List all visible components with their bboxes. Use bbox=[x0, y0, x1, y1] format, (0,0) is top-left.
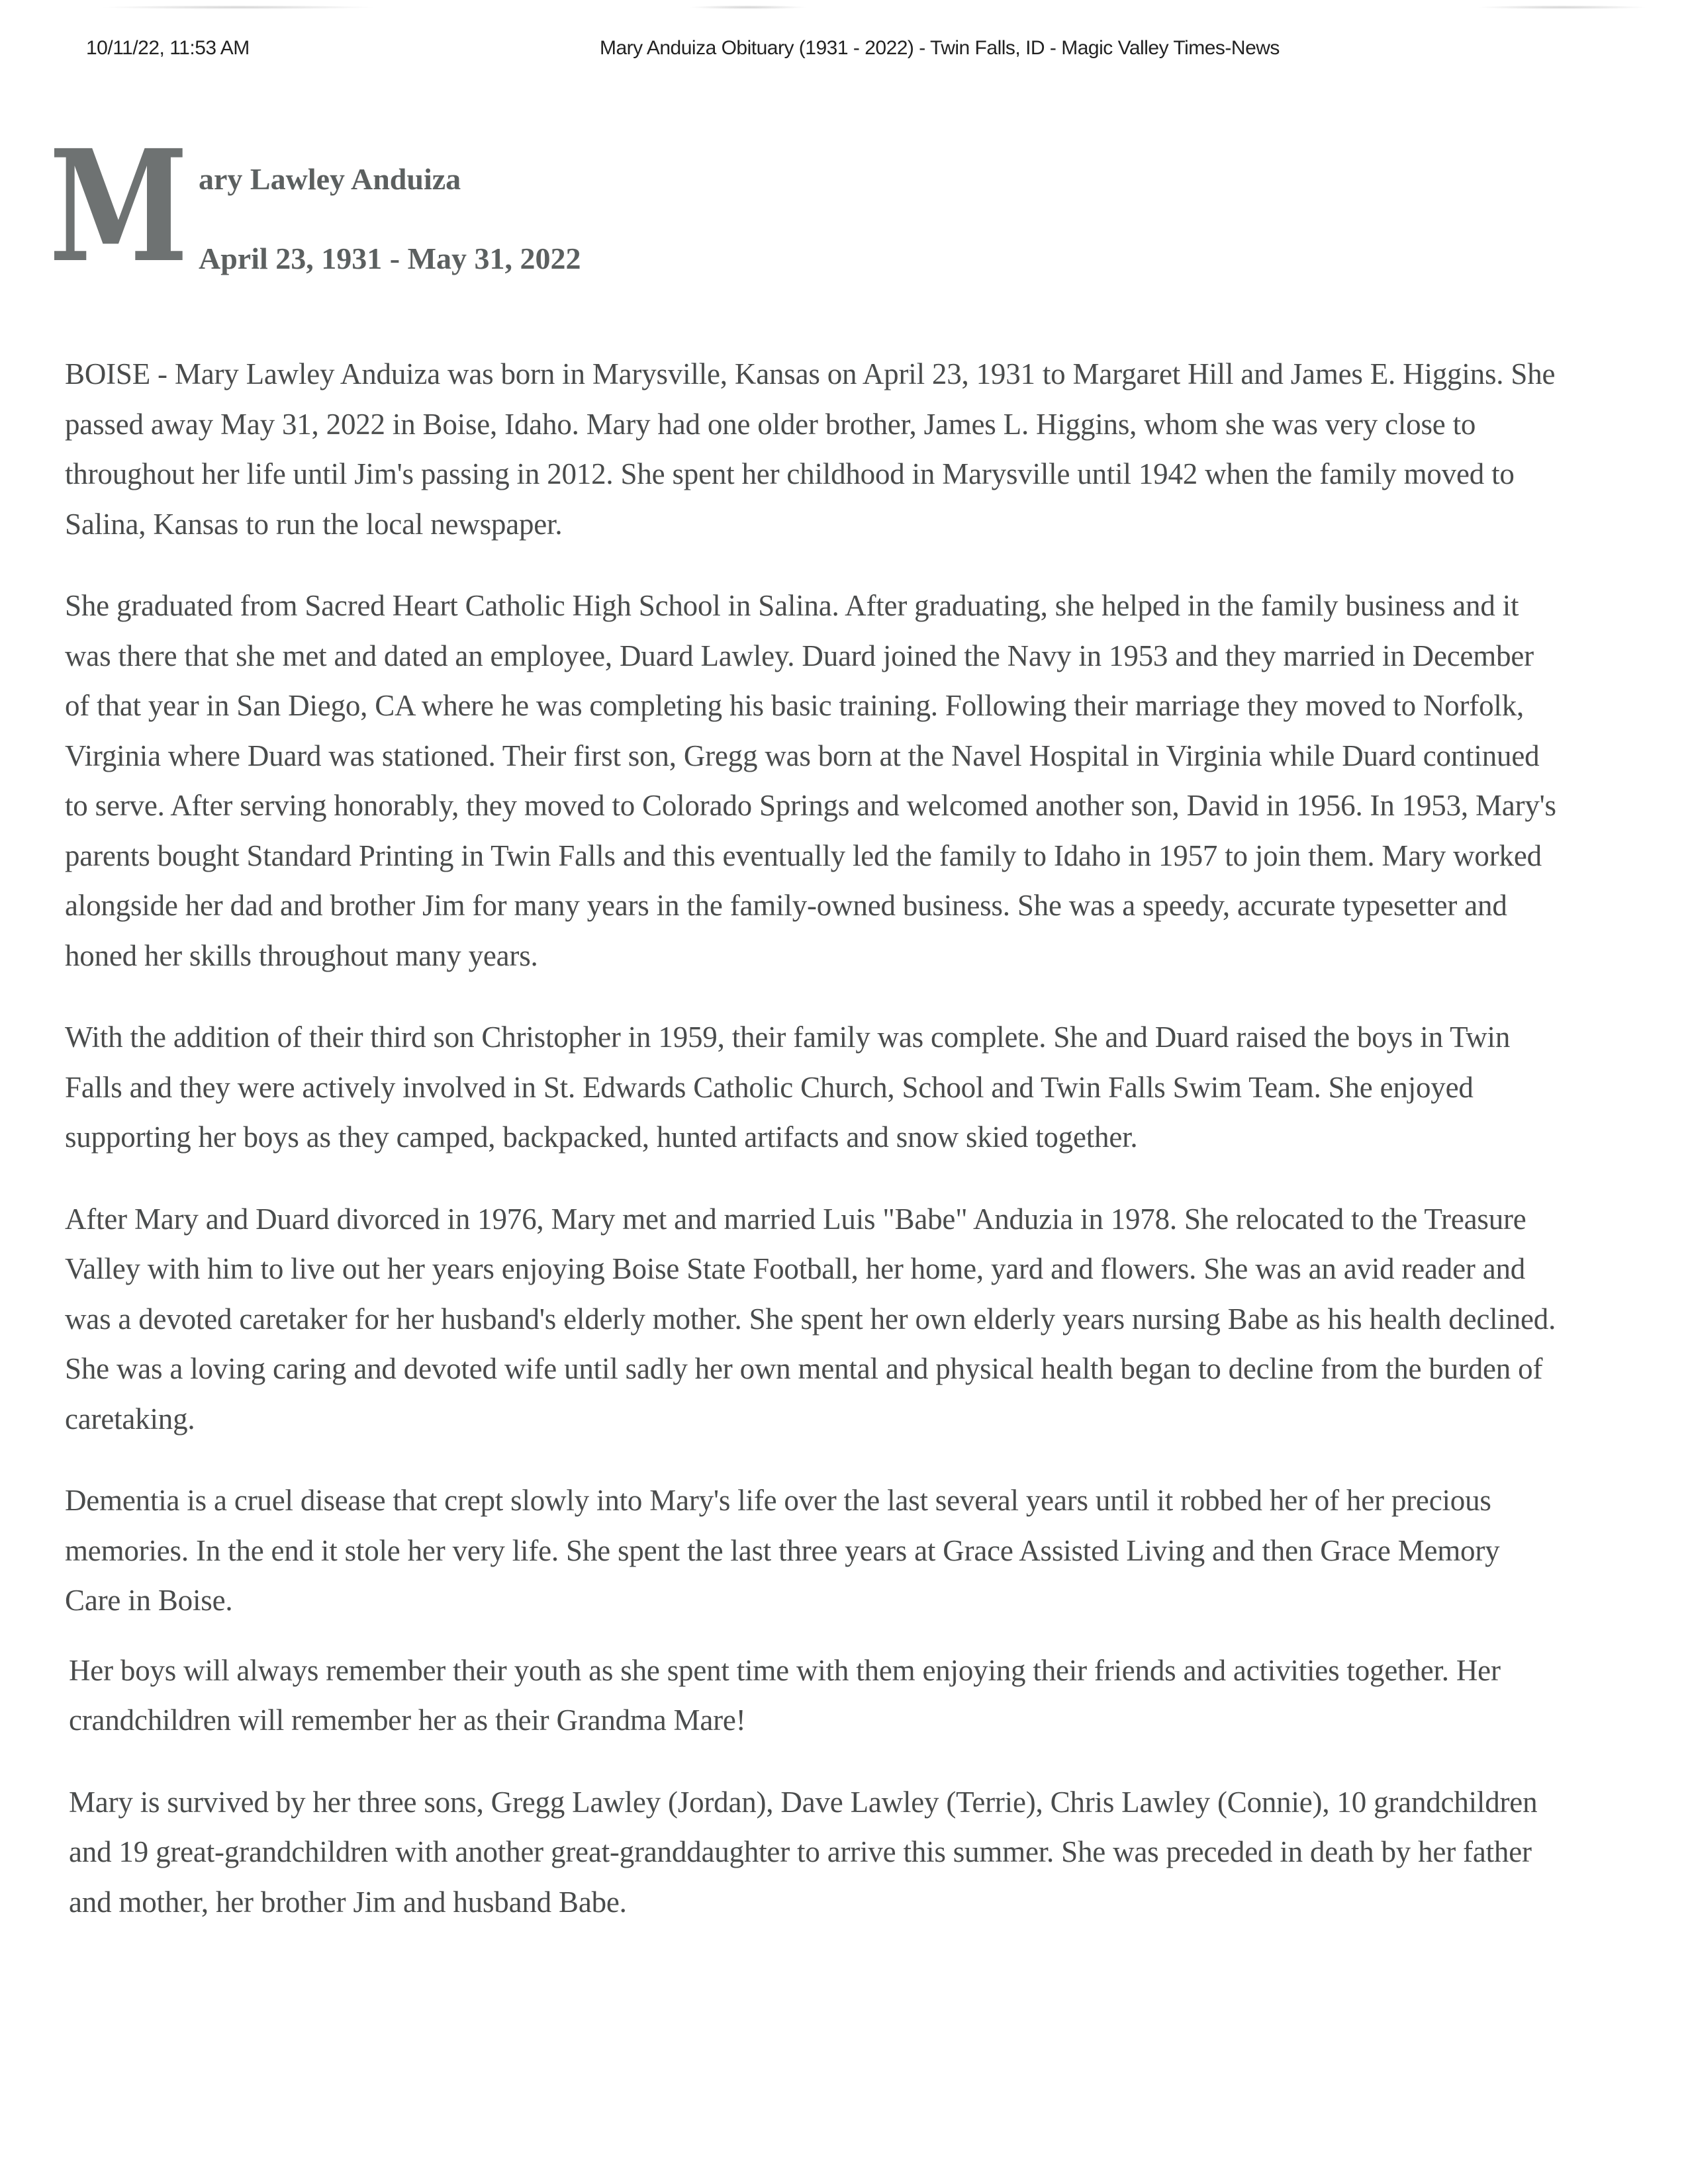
obituary-paragraph-survivors: Mary is survived by her three sons, Gregg Lawley (Jordan), Dave Lawley (Terrie), Chris Lawley (Connie), 10 grandchildren and 19 great-grandchildren with another great-granddaughter to arrive this summer. She was preceded in death by her father and mother, her brother Jim and husband Babe. bbox=[69, 1785, 1538, 1919]
print-header bbox=[0, 37, 1688, 64]
scan-edge-shadow-right bbox=[1476, 5, 1648, 9]
obituary-heading bbox=[49, 116, 843, 296]
obituary-paragraph-second-marriage: After Mary and Duard divorced in 1976, Mary met and married Luis "Babe" Anduzia in 1978. She relocated to the Treasure Valley with him to live out her years enjoying Boise State Football, her home, yard and flowers. She was an avid reader and was a devoted caretaker for her husband's elderly mother. She spent her own elderly years nursing Babe as his health declined. She was a loving caring and devoted wife until sadly her own mental and physical health began to decline from the burden of caretaking. bbox=[65, 1202, 1556, 1435]
print-timestamp: 10/11/22, 11:53 AM bbox=[86, 37, 250, 59]
drop-cap-letter: M bbox=[49, 116, 189, 296]
obituary-paragraph-third-son: With the addition of their third son Christopher in 1959, their family was complete. She and Duard raised the boys in Twin Falls and they were actively involved in St. Edwards Catholic Church, School and Twin Falls Swim Team. She enjoyed supporting her boys as they camped, backpacked, hunted artifacts and snow skied together. bbox=[65, 1021, 1511, 1154]
print-page-title: Mary Anduiza Obituary (1931 - 2022) - Twin Falls, ID - Magic Valley Times-News bbox=[600, 37, 1280, 59]
scan-edge-shadow-center bbox=[688, 5, 808, 9]
obituary-paragraph-marriage-family: She graduated from Sacred Heart Catholic High School in Salina. After graduating, she helped in the family business and it was there that she met and dated an employee, Duard Lawley. Duard joined the Navy in 1953 and they married in December of that year in San Diego, CA where he was completing his basic training. Following their marriage they moved to Norfolk, Virginia where Duard was stationed. Their first son, Gregg was born at the Navel Hospital in Virginia while Duard continued to serve. After serving honorably, they moved to Colorado Springs and welcomed another son, David in 1956. In 1953, Mary's parents bought Standard Printing in Twin Falls and this eventually led the family to Idaho in 1957 to join them. Mary worked alongside her dad and brother Jim for many years in the family-owned business. She was a speedy, accurate typesetter and honed her skills throughout many years. bbox=[65, 589, 1556, 972]
obituary-name: ary Lawley Anduiza bbox=[199, 162, 461, 196]
obituary-body bbox=[65, 349, 1561, 1959]
obituary-paragraph-dementia: Dementia is a cruel disease that crept slowly into Mary's life over the last several years until it robbed her of her precious memories. In the end it stole her very life. She spent the last three years at Grace Assisted Living and then Grace Memory Care in Boise. bbox=[65, 1484, 1500, 1617]
obituary-paragraph-remembrance: Her boys will always remember their youth as she spent time with them enjoying their friends and activities together. Her crandchildren will remember her as their Grandma Mare! bbox=[69, 1653, 1501, 1737]
scan-edge-shadow-left bbox=[99, 5, 377, 9]
obituary-paragraph-early-life: BOISE - Mary Lawley Anduiza was born in Marysville, Kansas on April 23, 1931 to Margaret Hill and James E. Higgins. She passed away May 31, 2022 in Boise, Idaho. Mary had one older brother, James L. Higgins, whom she was very close to throughout her life until Jim's passing in 2012. She spent her childhood in Marysville until 1942 when the family moved to Salina, Kansas to run the local newspaper. bbox=[65, 357, 1556, 541]
obituary-dates: April 23, 1931 - May 31, 2022 bbox=[199, 242, 581, 275]
